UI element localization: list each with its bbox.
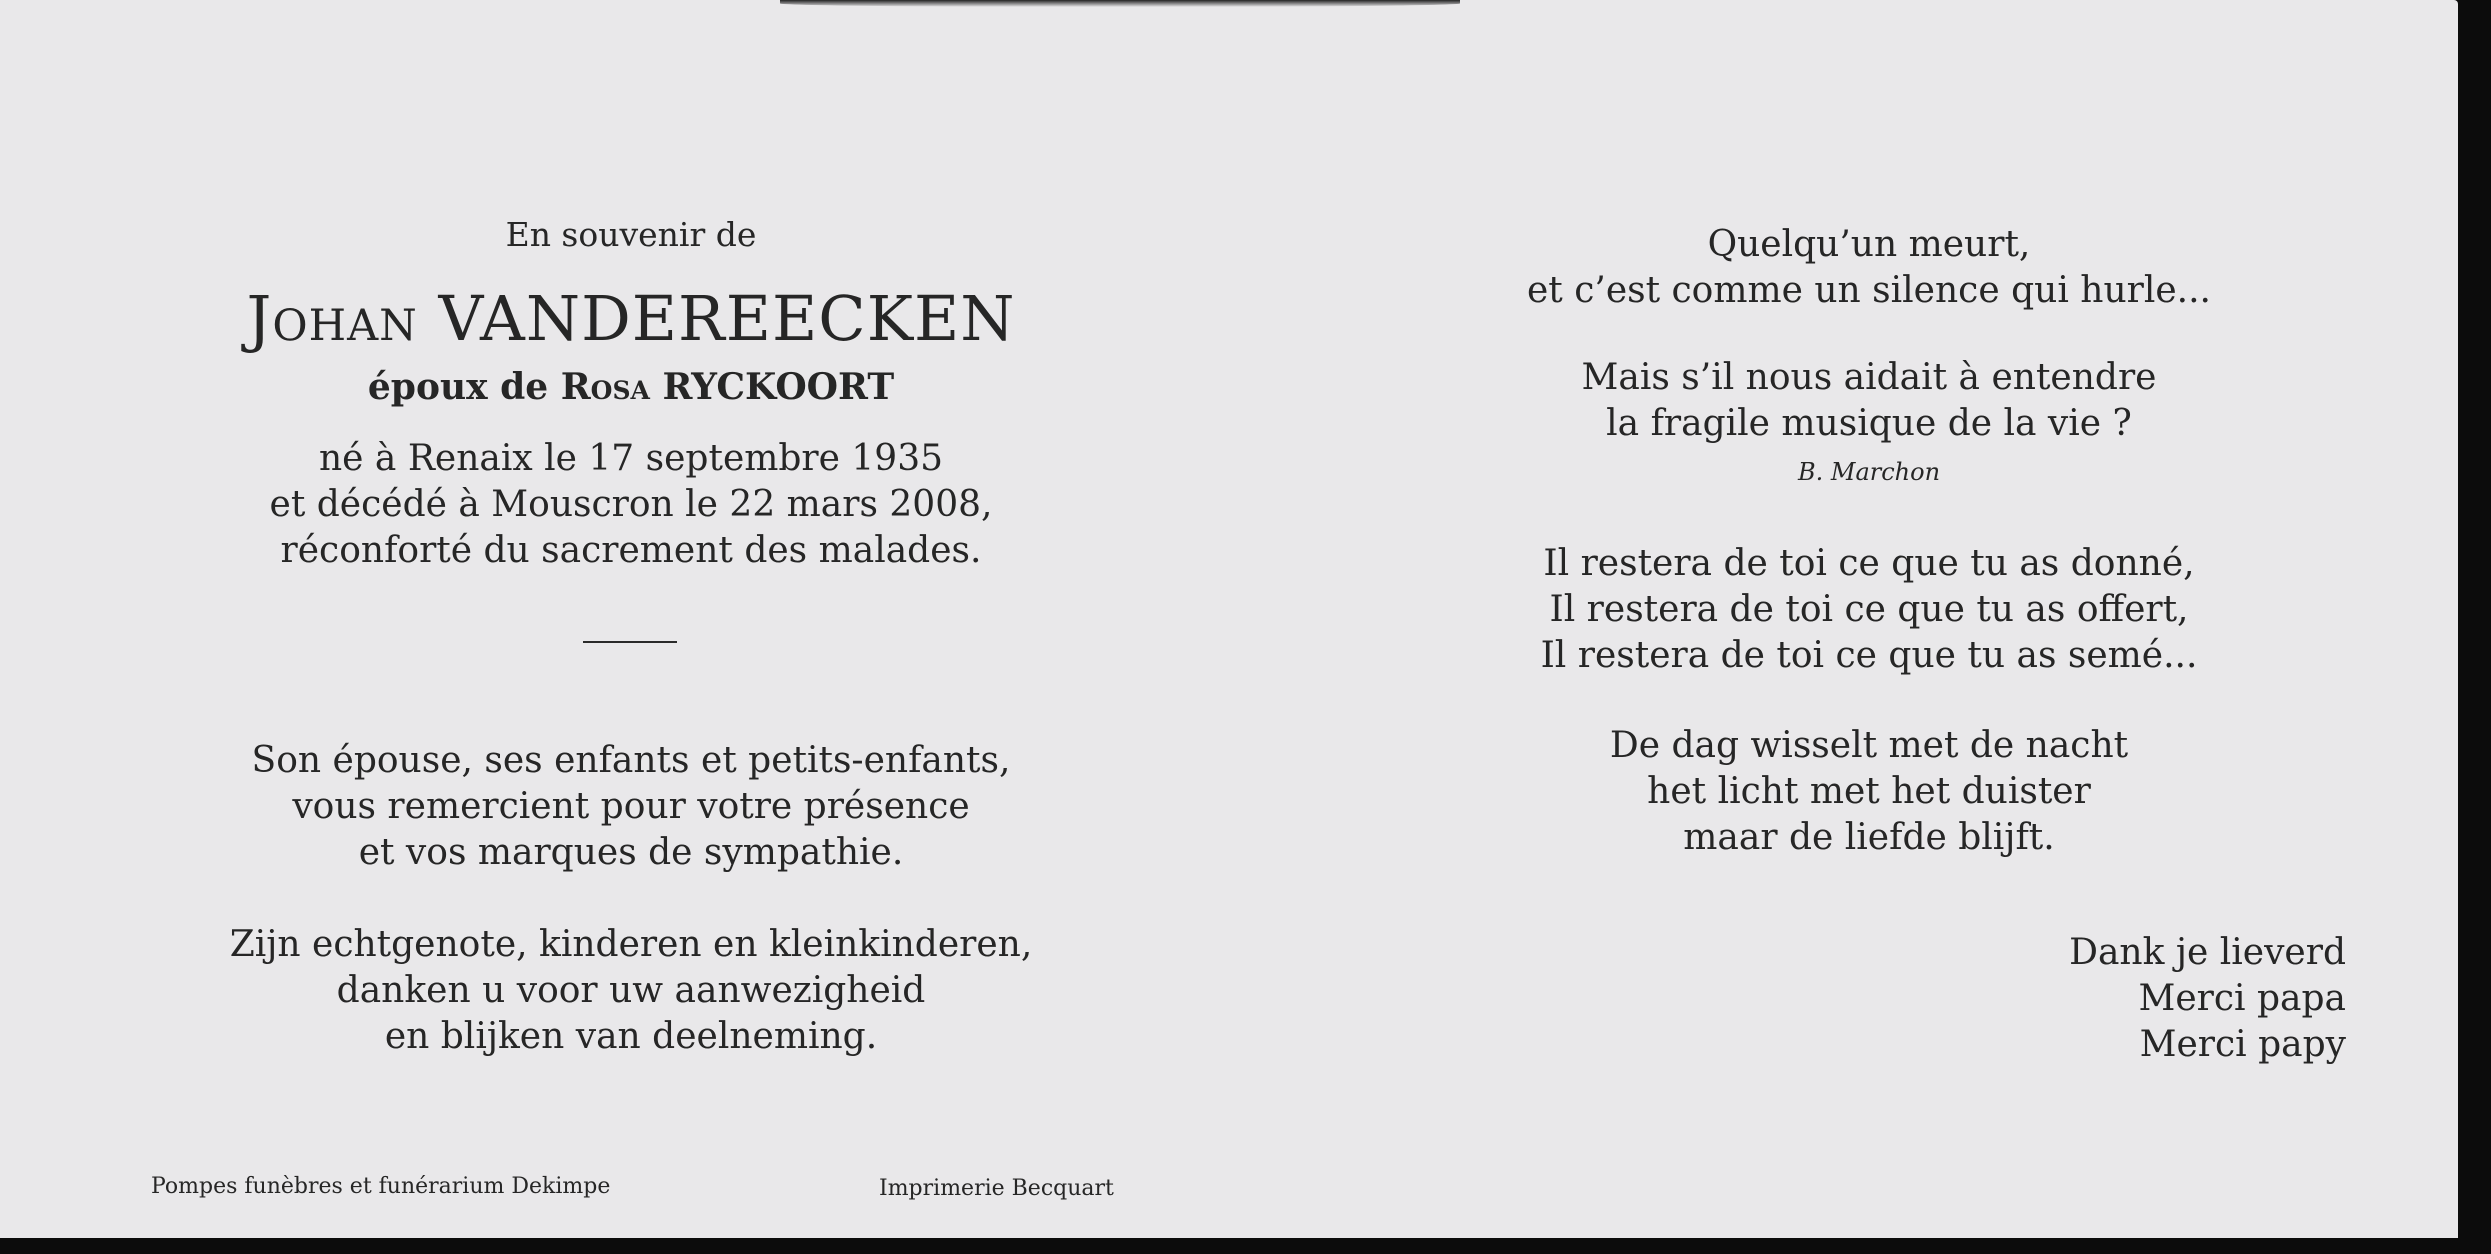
poem-line: Il restera de toi ce que tu as offert, bbox=[1549, 589, 2189, 630]
poem-line: et c’est comme un silence qui hurle... bbox=[1527, 270, 2211, 311]
thanks-dutch-line: en blijken van deelneming. bbox=[384, 1016, 878, 1057]
thanks-dutch-line: danken u voor uw aanwezigheid bbox=[336, 970, 926, 1011]
deceased-first-name: Johan bbox=[246, 282, 418, 355]
spouse-last-name: RYCKOORT bbox=[662, 366, 895, 408]
signoff-line: Dank je lieverd bbox=[2069, 932, 2346, 973]
left-panel bbox=[0, 0, 1240, 1238]
poem-line: Il restera de toi ce que tu as semé... bbox=[1540, 635, 2198, 676]
poem-line: Il restera de toi ce que tu as donné, bbox=[1543, 543, 2195, 584]
poem-author: B. Marchon bbox=[1797, 458, 1941, 486]
spouse-prefix: époux de bbox=[367, 366, 549, 408]
thanks-french bbox=[252, 738, 1011, 876]
poem-line: maar de liefde blijft. bbox=[1683, 817, 2055, 858]
printer-credit: Imprimerie Becquart bbox=[879, 1176, 1114, 1201]
poem-line: De dag wisselt met de nacht bbox=[1609, 725, 2129, 766]
spouse-first-name: Rosa bbox=[560, 366, 650, 408]
poem-line: het licht met het duister bbox=[1647, 771, 2091, 812]
deceased-last-name: VANDEREECKEN bbox=[438, 282, 1016, 355]
poem-stanza-1 bbox=[1527, 222, 2211, 314]
birth-line: né à Renaix le 17 septembre 1935 bbox=[318, 438, 944, 479]
poem-line: la fragile musique de la vie ? bbox=[1606, 403, 2132, 444]
sacrament-line: réconforté du sacrement des malades. bbox=[280, 530, 982, 571]
life-details bbox=[270, 436, 993, 574]
poem-stanza-4 bbox=[1610, 723, 2128, 861]
right-panel bbox=[1240, 0, 2458, 1238]
signoff-line: Merci papy bbox=[2139, 1024, 2346, 1065]
poem-line: Mais s’il nous aidait à entendre bbox=[1581, 357, 2157, 398]
signoff-line: Merci papa bbox=[2138, 978, 2346, 1019]
signoff bbox=[2069, 930, 2346, 1068]
funeral-home-credit: Pompes funèbres et funérarium Dekimpe bbox=[151, 1174, 611, 1199]
deceased-name bbox=[246, 282, 1015, 355]
spouse-line bbox=[368, 366, 894, 408]
death-line: et décédé à Mouscron le 22 mars 2008, bbox=[269, 484, 993, 525]
divider-rule bbox=[583, 641, 677, 643]
poem-stanza-2 bbox=[1582, 355, 2157, 447]
thanks-french-line: Son épouse, ses enfants et petits-enfants, bbox=[251, 740, 1011, 781]
poem-line: Quelqu’un meurt, bbox=[1707, 224, 2031, 265]
thanks-dutch-line: Zijn echtgenote, kinderen en kleinkinderen, bbox=[229, 924, 1033, 965]
intro-text: En souvenir de bbox=[505, 215, 757, 254]
poem-stanza-3 bbox=[1541, 541, 2198, 679]
thanks-dutch bbox=[230, 922, 1033, 1060]
thanks-french-line: vous remercient pour votre présence bbox=[292, 786, 970, 827]
thanks-french-line: et vos marques de sympathie. bbox=[358, 832, 904, 873]
